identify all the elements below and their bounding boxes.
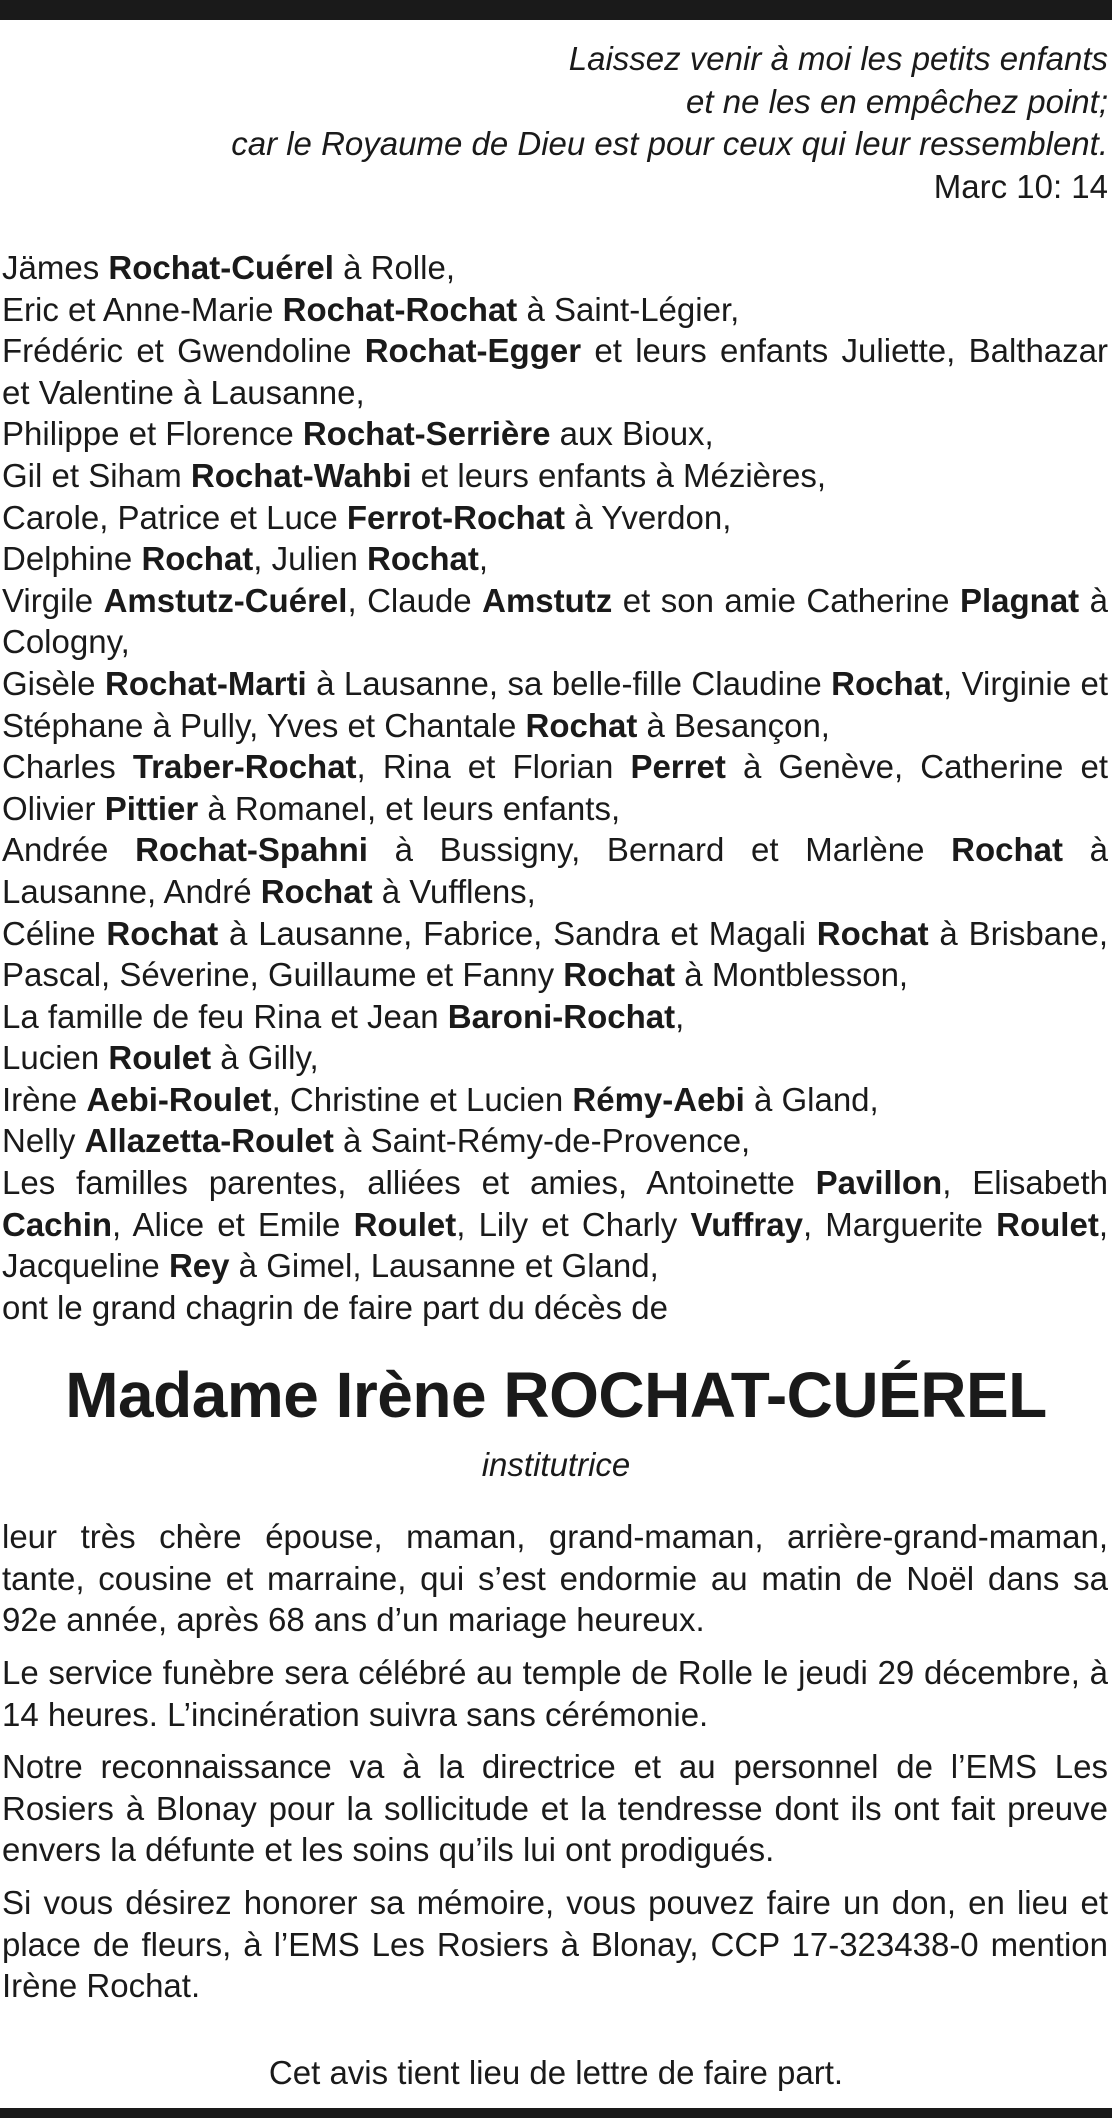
family-surname: Pavillon xyxy=(815,1164,943,1202)
family-text: Gisèle xyxy=(2,664,105,702)
family-text: et leurs enfants Juliette, Balthazar et Valentine à Lausanne, xyxy=(2,332,1108,411)
family-surname: Roulet xyxy=(996,1205,1099,1243)
family-text: à Genève, Catherine et Olivier xyxy=(2,748,1108,827)
epigraph xyxy=(8,38,1108,208)
family-text: , xyxy=(478,540,489,578)
paragraph-donation: Si vous désirez honorer sa mémoire, vous pouvez faire un don, en lieu et place de fleurs, à l’EMS Les Rosiers à Blonay, CCP 17-323438-0 mention Irène Rochat. xyxy=(2,1884,1108,2005)
family-text: , Claude xyxy=(347,581,483,619)
family-text: Charles xyxy=(2,748,133,786)
family-text: , Christine et Lucien xyxy=(271,1080,573,1118)
family-surname: Rochat-Spahni xyxy=(135,831,368,869)
family-text: Andrée xyxy=(2,831,136,869)
family-list xyxy=(2,247,1108,1328)
family-entry xyxy=(2,663,1108,746)
epigraph-line: et ne les en empêchez point; xyxy=(686,82,1108,120)
closing-note: Cet avis tient lieu de lettre de faire part. xyxy=(268,2054,844,2091)
family-surname: Rochat xyxy=(563,956,676,994)
family-text: Delphine xyxy=(2,540,142,578)
family-text: , Alice et Emile xyxy=(112,1205,354,1243)
family-text: Céline xyxy=(2,914,107,952)
family-entry xyxy=(2,1287,1108,1329)
family-surname: Traber-Rochat xyxy=(132,748,357,786)
paragraph-service: Le service funèbre sera célébré au temple de Rolle le jeudi 29 décembre, à 14 heures. L’incinération suivra sans cérémonie. xyxy=(2,1654,1108,1733)
top-rule xyxy=(0,0,1112,20)
paragraph-thanks: Notre reconnaissance va à la directrice et au personnel de l’EMS Les Rosiers à Blonay pour la sollicitude et la tendresse dont ils ont fait preuve envers la défunte et les soins qu’ils lui ont prodigués. xyxy=(2,1748,1108,1869)
bottom-rule xyxy=(0,2108,1112,2118)
family-text: , Virginie et Stéphane à Pully, Yves et Chantale xyxy=(2,664,1109,744)
family-text: Lucien xyxy=(2,1039,109,1077)
family-surname: Rochat xyxy=(816,914,929,952)
family-entry xyxy=(2,247,1108,289)
family-entry xyxy=(2,1079,1108,1121)
family-entry xyxy=(2,289,1108,331)
family-surname: Rochat-Rochat xyxy=(282,290,518,328)
family-text: à Yverdon, xyxy=(565,498,732,536)
family-surname: Plagnat xyxy=(959,581,1080,619)
family-text: , Marguerite xyxy=(802,1205,997,1243)
family-entry xyxy=(2,1162,1108,1287)
family-text: à Gland, xyxy=(744,1080,879,1118)
family-surname: Vuffray xyxy=(690,1205,803,1243)
family-text: à Rolle, xyxy=(333,249,455,286)
family-entry xyxy=(2,996,1108,1038)
family-text: Les familles parentes, alliées et amies, Antoinette xyxy=(2,1164,816,1202)
family-text: et son amie Catherine xyxy=(612,581,960,619)
family-surname: Rémy-Aebi xyxy=(572,1080,745,1118)
family-text: Irène xyxy=(2,1080,87,1118)
family-entry xyxy=(2,746,1108,829)
family-text: aux Bioux, xyxy=(550,415,714,453)
family-surname: Allazetta-Roulet xyxy=(84,1122,334,1160)
family-text: Virgile xyxy=(2,581,104,619)
family-text: à Brisbane, Pascal, Séverine, Guillaume et Fanny xyxy=(2,914,1108,994)
family-entry xyxy=(2,1120,1108,1162)
family-text: , Lily et Charly xyxy=(456,1205,691,1243)
family-surname: Amstutz xyxy=(482,581,613,619)
family-surname: Rochat xyxy=(367,540,479,578)
family-surname: Rochat xyxy=(141,540,254,578)
family-surname: Pittier xyxy=(104,789,199,827)
family-entry xyxy=(2,829,1108,912)
family-surname: Rochat xyxy=(260,872,373,910)
family-text: Nelly xyxy=(2,1122,85,1160)
family-text: , Elisabeth xyxy=(942,1164,1108,1202)
epigraph-reference: Marc 10: 14 xyxy=(933,167,1108,205)
family-surname: Rey xyxy=(168,1247,230,1285)
family-text: à Gilly, xyxy=(211,1039,319,1077)
family-text: Jämes xyxy=(2,249,109,286)
family-text: Carole, Patrice et Luce xyxy=(2,498,347,536)
family-entry xyxy=(2,497,1108,539)
family-text: à Lausanne, Fabrice, Sandra et Magali xyxy=(218,914,817,952)
family-surname: Rochat xyxy=(106,914,219,952)
family-text: Eric et Anne-Marie xyxy=(2,290,283,328)
family-surname: Rochat-Cuérel xyxy=(108,249,334,286)
family-surname: Ferrot-Rochat xyxy=(346,498,566,536)
family-surname: Amstutz-Cuérel xyxy=(103,581,348,619)
family-text: à Gimel, Lausanne et Gland, xyxy=(229,1247,659,1285)
paragraph-tribute: leur très chère épouse, maman, grand-maman, arrière-grand-maman, tante, cousine et marraine, qui s’est endormie au matin de Noël dans sa 92e année, après 68 ans d’un mariage heureux. xyxy=(2,1518,1108,1639)
family-surname: Baroni-Rochat xyxy=(447,997,676,1035)
family-entry xyxy=(2,538,1108,580)
family-entry xyxy=(2,1037,1108,1079)
family-surname: Rochat-Marti xyxy=(104,664,307,702)
family-text: à Besançon, xyxy=(637,706,830,744)
family-surname: Rochat-Wahbi xyxy=(190,456,412,494)
family-text: , Julien xyxy=(253,540,368,578)
family-text: ont le grand chagrin de faire part du décès de xyxy=(2,1288,668,1326)
epigraph-line: Laissez venir à moi les petits enfants xyxy=(568,40,1108,77)
family-surname: Roulet xyxy=(353,1205,457,1243)
family-surname: Rochat xyxy=(525,706,638,744)
family-text: à Saint-Légier, xyxy=(517,290,740,328)
family-entry xyxy=(2,580,1108,663)
family-text: La famille de feu Rina et Jean xyxy=(2,997,448,1035)
family-text: Gil et Siham xyxy=(2,456,191,494)
family-text: à Bussigny, Bernard et Marlène xyxy=(367,831,952,869)
family-surname: Perret xyxy=(630,748,726,786)
deceased-profession: institutrice xyxy=(481,1446,631,1483)
family-surname: Rochat-Egger xyxy=(364,332,582,370)
family-text: à Saint-Rémy-de-Provence, xyxy=(333,1122,751,1160)
family-text: et leurs enfants à Mézières, xyxy=(411,456,827,494)
family-surname: Roulet xyxy=(108,1039,212,1077)
family-surname: Aebi-Roulet xyxy=(86,1080,272,1118)
family-text: à Cologny, xyxy=(2,581,1108,661)
family-entry xyxy=(2,413,1108,455)
family-surname: Cachin xyxy=(2,1205,113,1243)
family-text: à Lausanne, sa belle-fille Claudine xyxy=(306,664,832,702)
family-entry xyxy=(2,913,1108,996)
family-text: à Lausanne, André xyxy=(2,831,1108,910)
family-text: à Romanel, et leurs enfants, xyxy=(198,789,621,827)
deceased-name: Madame Irène ROCHAT-CUÉREL xyxy=(65,1359,1047,1431)
family-entry xyxy=(2,455,1108,497)
epigraph-line: car le Royaume de Dieu est pour ceux qui leur ressemblent. xyxy=(231,125,1108,162)
family-entry xyxy=(2,330,1108,413)
family-text: , Jacqueline xyxy=(2,1205,1108,1285)
family-text: Frédéric et Gwendoline xyxy=(2,332,365,370)
family-text: à Montblesson, xyxy=(675,956,909,994)
family-text: à Vufflens, xyxy=(372,872,536,910)
family-text: , Rina et Florian xyxy=(356,748,631,786)
family-surname: Rochat xyxy=(831,664,943,702)
family-surname: Rochat-Serrière xyxy=(302,415,551,453)
family-text: Philippe et Florence xyxy=(2,415,303,453)
family-text: , xyxy=(675,997,685,1035)
family-surname: Rochat xyxy=(951,831,1063,869)
